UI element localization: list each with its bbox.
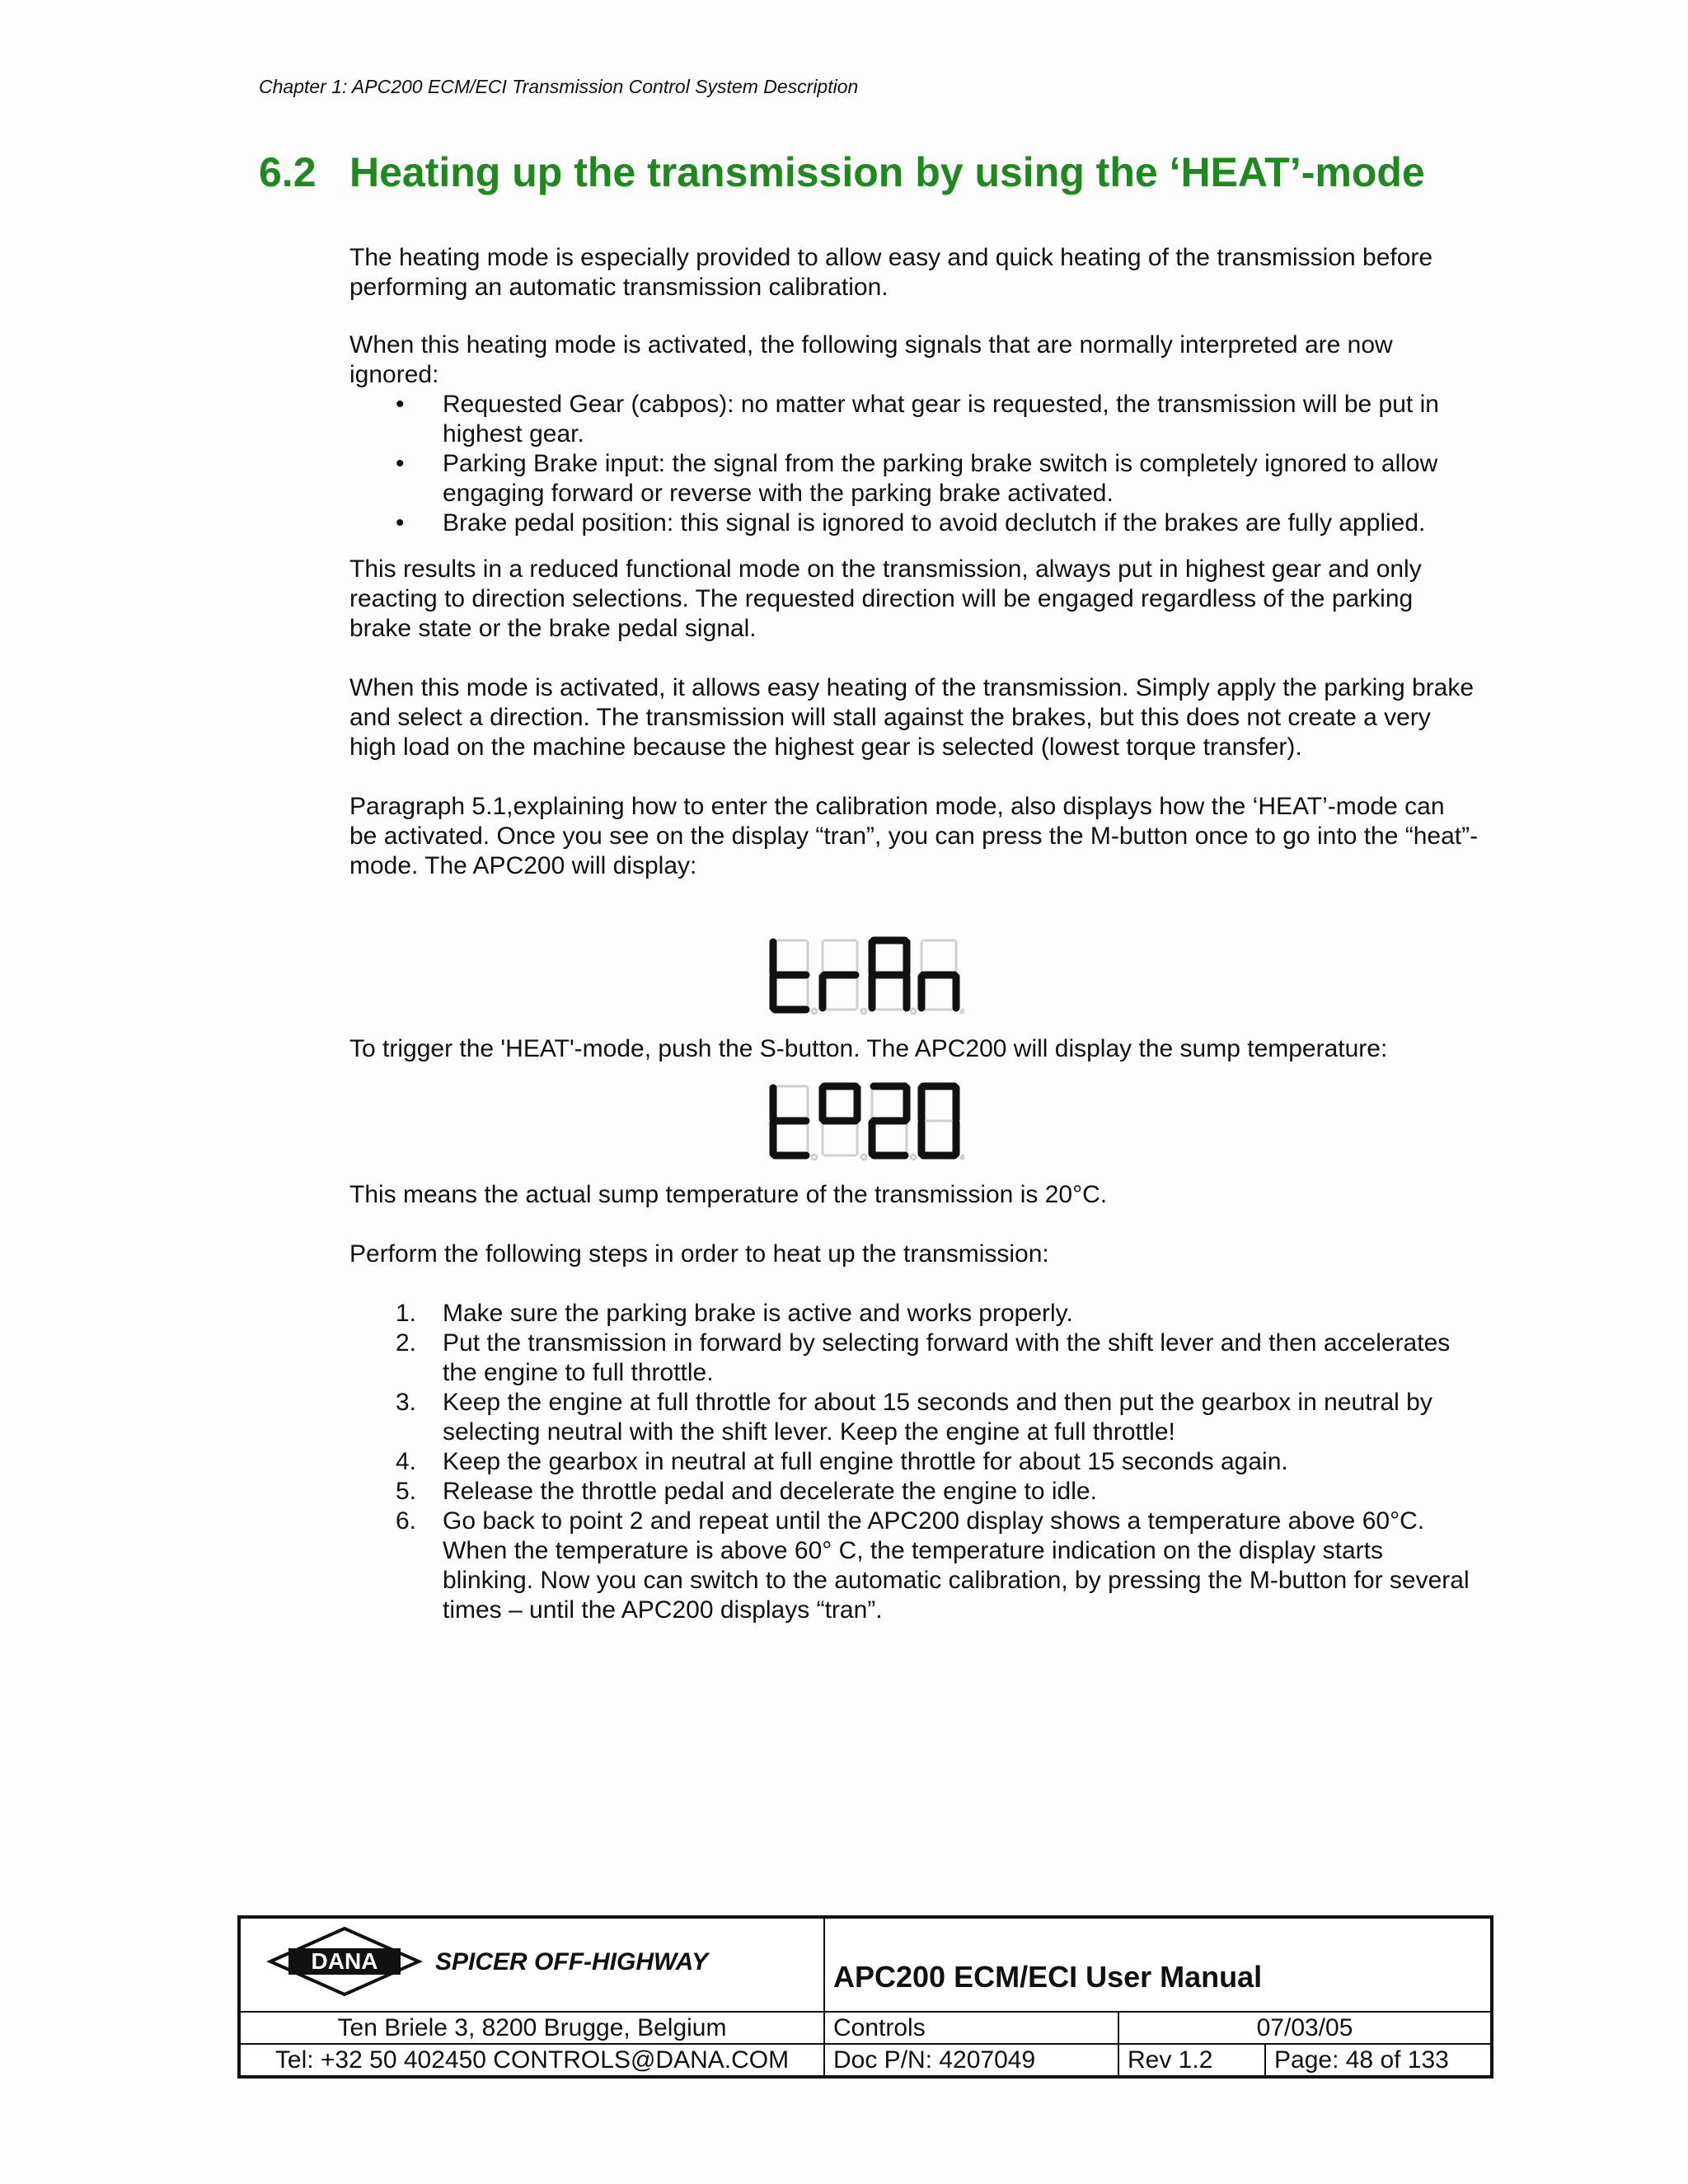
step-text: Keep the gearbox in neutral at full engine throttle for about 15 seconds again. (443, 1448, 1288, 1475)
lcd-display-tran (767, 934, 964, 1016)
paragraph: Paragraph 5.1,explaining how to enter the calibration mode, also displays how the ‘HEAT’-mode can be activated. Once you see on the display “tran”, you can press the M-button once to go into the “heat”-mode. The APC200 will display: (349, 793, 1479, 879)
section-name: Controls (824, 2012, 1118, 2044)
steps-intro-paragraph: Perform the following steps in order to heat up the transmission: (349, 1240, 1049, 1268)
chapter-header: Chapter 1: APC200 ECM/ECI Transmission Control System Description (259, 76, 859, 97)
meaning-paragraph: This means the actual sump temperature of the transmission is 20°C. (349, 1181, 1108, 1208)
step-text: Put the transmission in forward by selecting forward with the shift lever and then accelerates the engine to full throttle. (443, 1329, 1451, 1386)
paragraph: The heating mode is especially provided to allow easy and quick heating of the transmission before performing an automatic transmission calibration. (349, 244, 1433, 301)
steps-block (349, 1299, 1479, 1625)
revision: Rev 1.2 (1118, 2044, 1265, 2077)
list-item (349, 1477, 1479, 1507)
document-footer (237, 1915, 1493, 2079)
document-date: 07/03/05 (1118, 2012, 1492, 2044)
step-text: Make sure the parking brake is active and works properly. (443, 1300, 1073, 1327)
section-number: 6.2 (259, 149, 316, 195)
document-number: Doc P/N: 4207049 (824, 2044, 1118, 2077)
ignored-signals-list (349, 390, 1479, 538)
svg-text:DANA: DANA (311, 1948, 378, 1974)
heating-steps-list (349, 1299, 1479, 1625)
section-title (259, 148, 1425, 196)
list-item (349, 1329, 1479, 1388)
step-text: Go back to point 2 and repeat until the APC200 display shows a temperature above 60°C. When the temperature is above 60° C, the temperature indication on the display starts blinking. Now you can switch to the automatic calibration, by pressing the M-button for several times – until the APC200 displays “tran”. (443, 1507, 1470, 1624)
dana-spicer-logo (241, 1919, 735, 2004)
intro-block (349, 243, 1479, 881)
step-number: 5. (396, 1478, 417, 1505)
step-number: 6. (396, 1507, 417, 1535)
list-item (349, 1447, 1479, 1477)
list-item (349, 1388, 1479, 1447)
step-number: 2. (396, 1329, 417, 1357)
step-number: 1. (396, 1300, 417, 1327)
seven-segment-display (767, 934, 964, 1016)
lcd-display-temperature (767, 1080, 964, 1162)
paragraph: When this mode is activated, it allows easy heating of the transmission. Simply apply the parking brake and select a direction. The transmission will stall against the brakes, but this does not create a very high load on the machine because the highest gear is selected (lowest torque transfer). (349, 674, 1475, 761)
svg-text:SPICER OFF-HIGHWAY: SPICER OFF-HIGHWAY (435, 1948, 709, 1975)
page-number: Page: 48 of 133 (1265, 2044, 1492, 2077)
section-title-text: Heating up the transmission by using the ‘HEAT’-mode (349, 149, 1425, 195)
step-number: 3. (396, 1389, 417, 1416)
step-text: Release the throttle pedal and decelerate the engine to idle. (443, 1478, 1097, 1505)
seven-segment-display (767, 1080, 964, 1162)
list-item: • Requested Gear (cabpos): no matter what gear is requested, the transmission will be put in highest gear. (349, 390, 1479, 449)
company-address: Ten Briele 3, 8200 Brugge, Belgium (239, 2012, 824, 2044)
paragraph: This results in a reduced functional mode on the transmission, always put in highest gear and only reacting to direction selections. The requested direction will be engaged regardless of the parking brake state or the brake pedal signal. (349, 555, 1422, 642)
trigger-paragraph: To trigger the 'HEAT'-mode, push the S-button. The APC200 will display the sump temperature: (349, 1035, 1388, 1062)
step-text: Keep the engine at full throttle for about 15 seconds and then put the gearbox in neutral by selecting neutral with the shift lever. Keep the engine at full throttle! (443, 1389, 1432, 1446)
contact-info: Tel: +32 50 402450 CONTROLS@DANA.COM (239, 2044, 824, 2077)
list-item: • Brake pedal position: this signal is ignored to avoid declutch if the brakes are fully applied. (349, 509, 1479, 538)
list-item (349, 1507, 1479, 1625)
logo-cell (239, 1917, 824, 2012)
manual-title: APC200 ECM/ECI User Manual (824, 1917, 1492, 2012)
paragraph: When this heating mode is activated, the following signals that are normally interpreted are now ignored: (349, 331, 1393, 388)
step-number: 4. (396, 1448, 417, 1475)
list-item (349, 1299, 1479, 1329)
list-item: • Parking Brake input: the signal from the parking brake switch is completely ignored to allow engaging forward or reverse with the parking brake activated. (349, 449, 1479, 509)
